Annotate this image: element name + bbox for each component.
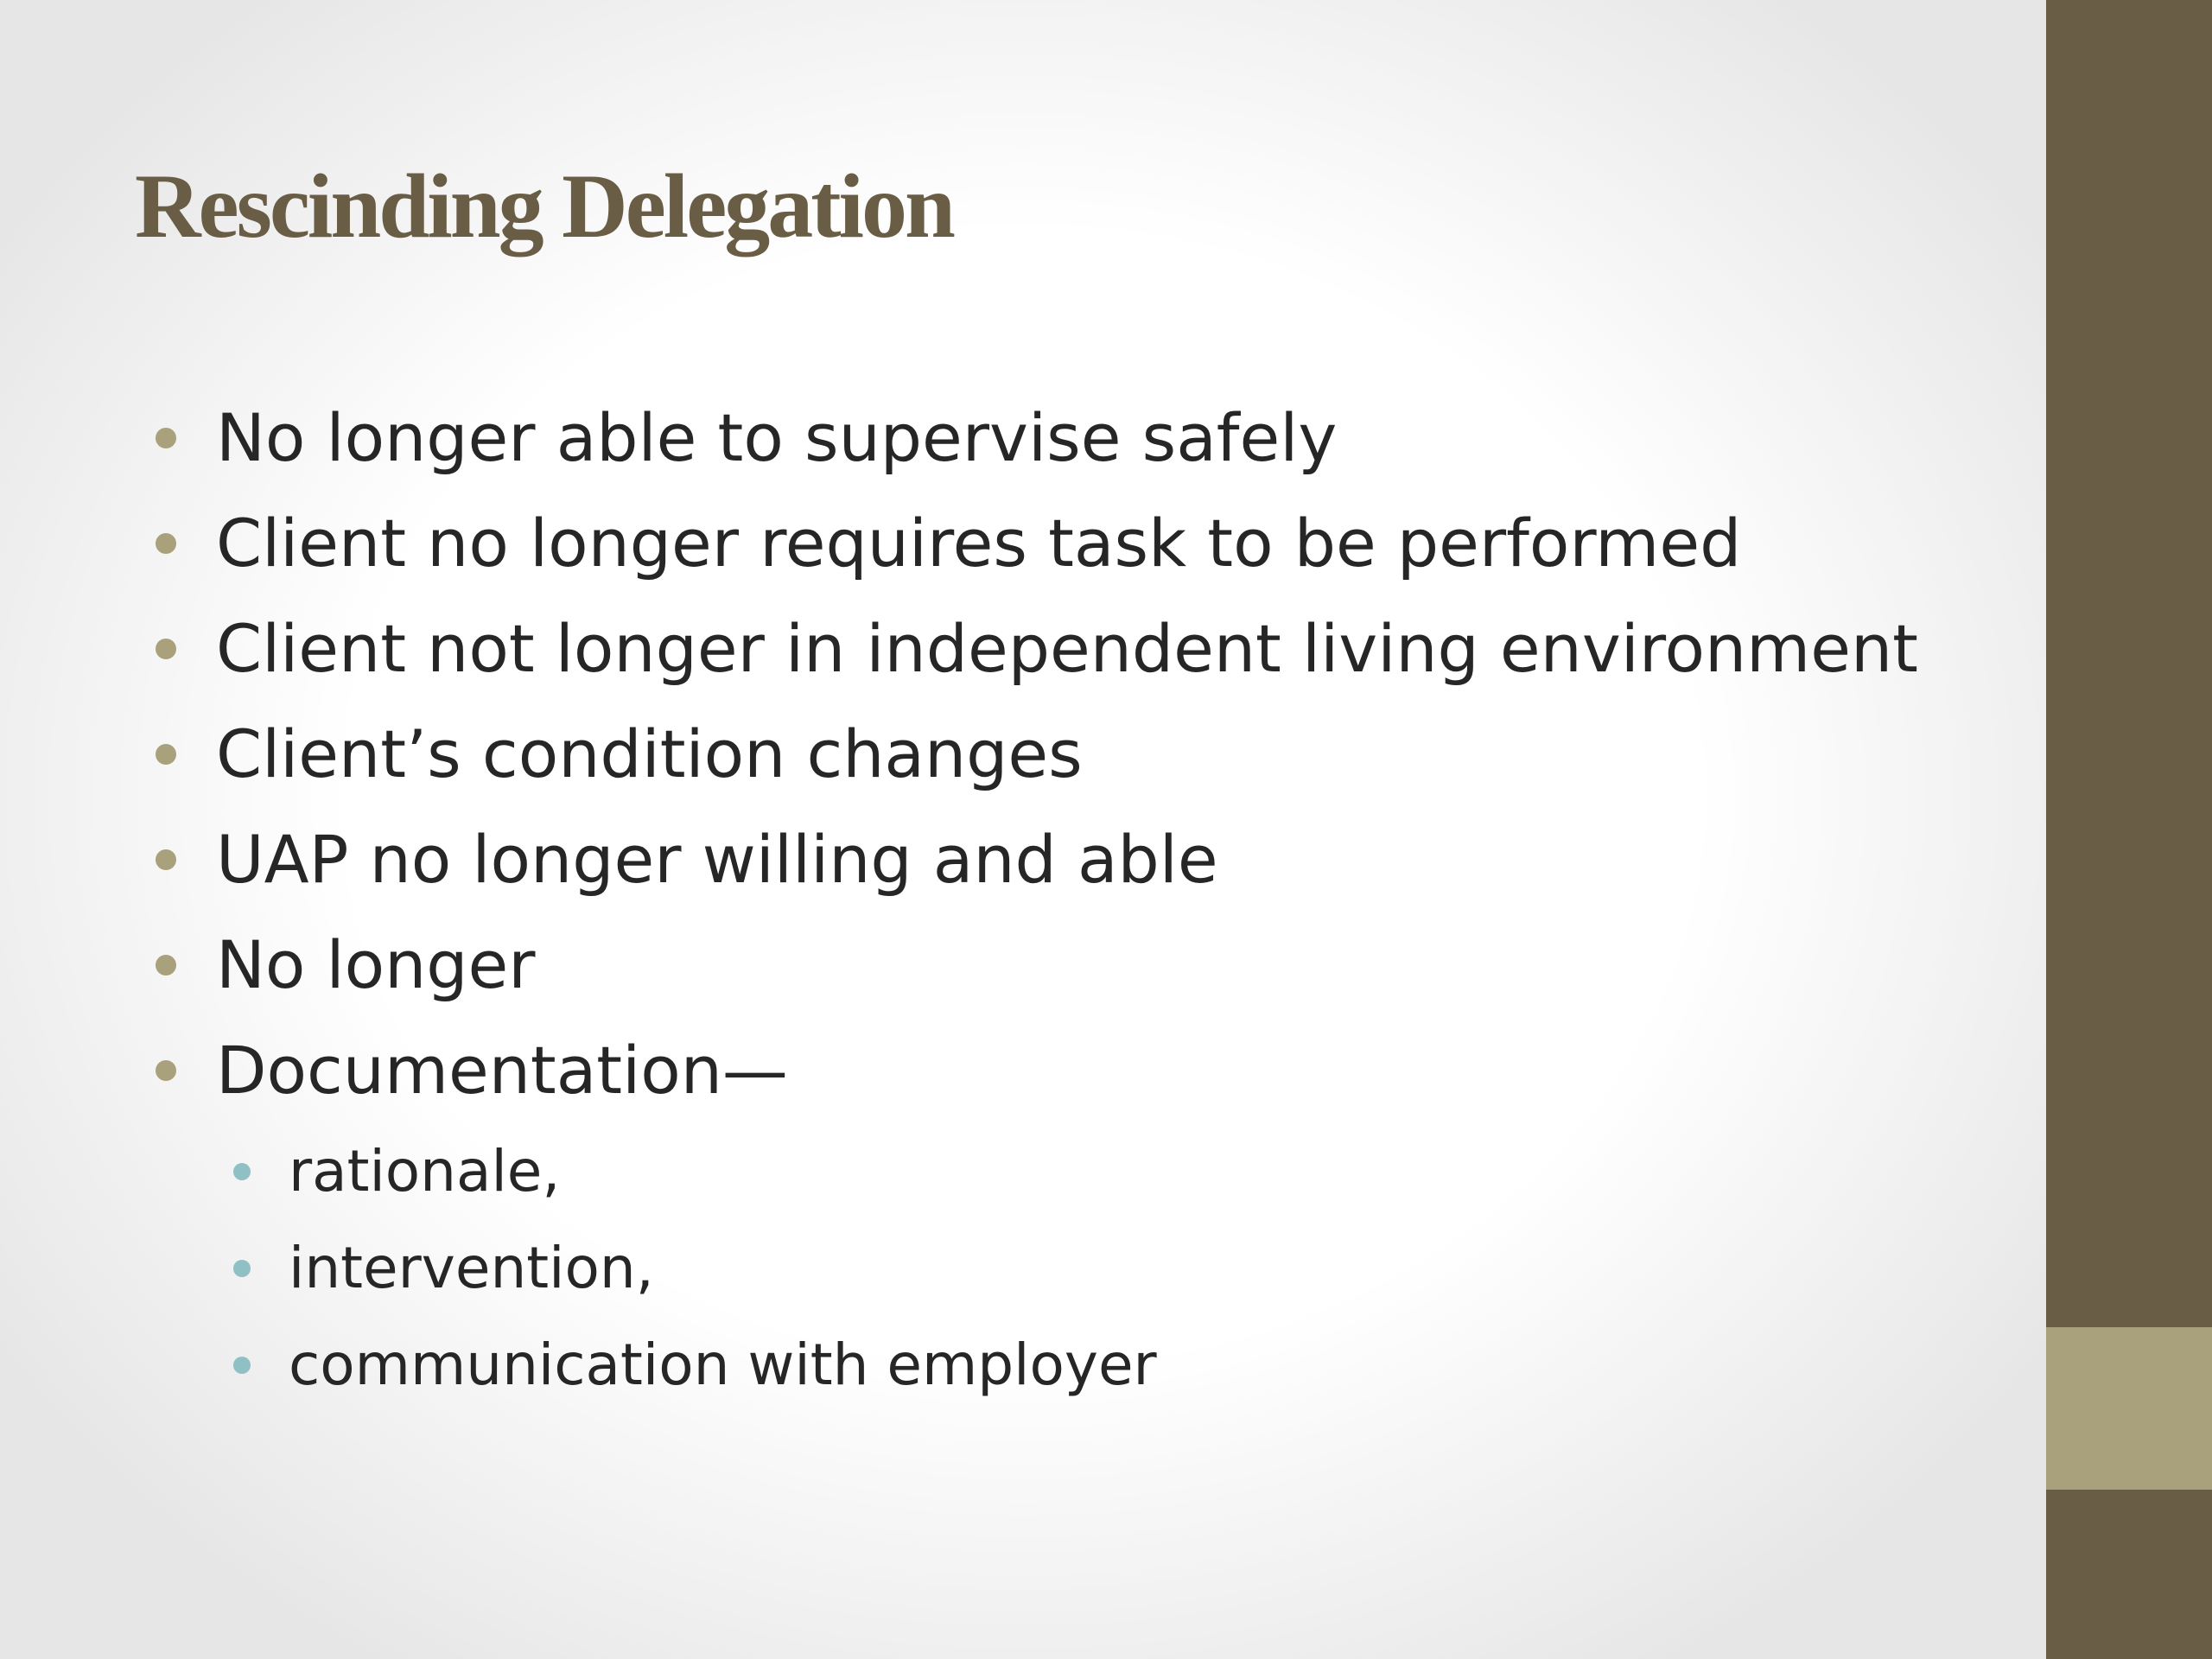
bullet-dot-icon <box>156 533 176 554</box>
bullet-text: No longer able to supervise safely <box>216 399 1338 476</box>
bullet-item <box>156 807 1918 912</box>
bullet-dot-icon <box>156 955 176 976</box>
bullet-item <box>156 596 1918 702</box>
sub-bullet-dot-icon <box>233 1357 251 1374</box>
bullet-item <box>156 491 1918 596</box>
sub-bullet-item <box>156 1317 1918 1414</box>
bullet-item <box>156 702 1918 807</box>
bullet-text: Client’s condition changes <box>216 715 1083 792</box>
bullet-dot-icon <box>156 849 176 870</box>
bullet-text: Documentation— <box>216 1032 788 1109</box>
sub-bullet-item <box>156 1220 1918 1317</box>
bullet-text: No longer <box>216 926 536 1003</box>
bullet-item <box>156 1018 1918 1123</box>
bullet-item <box>156 385 1918 491</box>
bullet-item <box>156 912 1918 1018</box>
sub-bullet-item <box>156 1123 1918 1220</box>
bullet-text: UAP no longer willing and able <box>216 821 1218 898</box>
bullet-dot-icon <box>156 639 176 659</box>
bullet-text: Client no longer requires task to be performed <box>216 505 1742 582</box>
sub-bullet-text: rationale, <box>289 1138 561 1205</box>
bullet-list <box>156 385 1918 1414</box>
sub-bullet-dot-icon <box>233 1163 251 1180</box>
sub-bullet-dot-icon <box>233 1260 251 1277</box>
bullet-dot-icon <box>156 428 176 448</box>
sub-bullet-text: intervention, <box>289 1235 654 1301</box>
sub-bullet-text: communication with employer <box>289 1332 1157 1398</box>
slide-title: Rescinding Delegation <box>135 156 953 257</box>
side-accent-decoration <box>2046 1327 2212 1490</box>
bullet-dot-icon <box>156 1060 176 1081</box>
bullet-text: Client not longer in independent living environment <box>216 610 1918 687</box>
bullet-dot-icon <box>156 744 176 765</box>
